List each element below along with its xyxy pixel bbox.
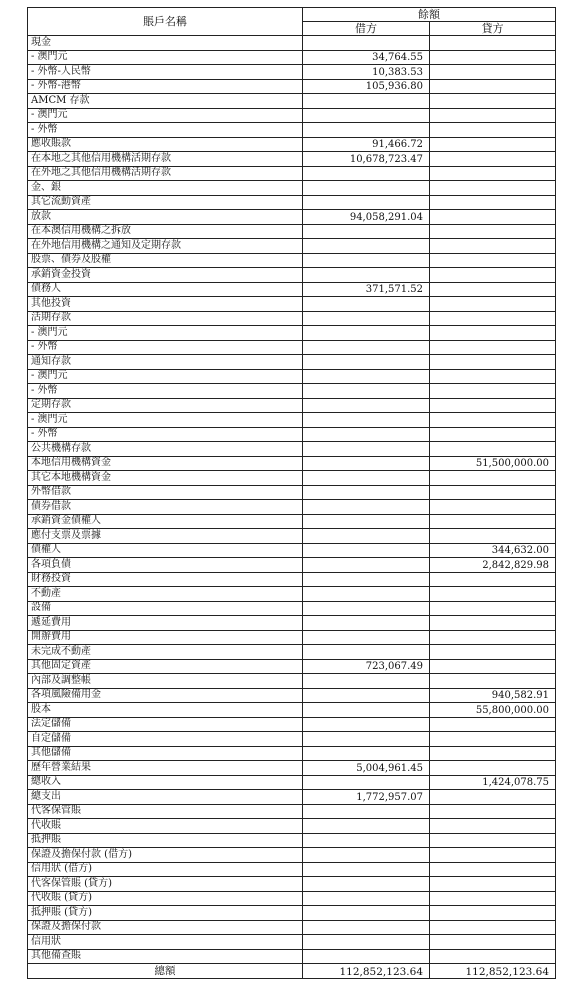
account-name-cell: - 澳門元 — [28, 108, 303, 123]
credit-cell — [430, 195, 556, 210]
debit-cell — [303, 456, 430, 471]
table-row — [28, 253, 556, 268]
table-row — [28, 572, 556, 587]
credit-cell — [430, 427, 556, 442]
debit-cell — [303, 935, 430, 950]
account-name-cell: 其他備查賬 — [28, 949, 303, 964]
table-row — [28, 326, 556, 341]
table-row — [28, 442, 556, 457]
account-name-cell: 本地信用機構資金 — [28, 456, 303, 471]
debit-cell — [303, 833, 430, 848]
debit-cell — [303, 471, 430, 486]
table-row — [28, 717, 556, 732]
account-name-cell: 代收賬 — [28, 819, 303, 834]
debit-cell: 105,936.80 — [303, 79, 430, 94]
debit-cell — [303, 616, 430, 631]
account-name-cell: 遞延費用 — [28, 616, 303, 631]
credit-cell — [430, 500, 556, 515]
credit-cell — [430, 529, 556, 544]
table-row — [28, 790, 556, 805]
credit-cell — [430, 398, 556, 413]
table-row — [28, 369, 556, 384]
total-row — [28, 964, 556, 979]
credit-cell: 55,800,000.00 — [430, 703, 556, 718]
table-row — [28, 166, 556, 181]
table-row — [28, 935, 556, 950]
account-name-cell: 通知存款 — [28, 355, 303, 370]
table-row — [28, 862, 556, 877]
table-row — [28, 297, 556, 312]
credit-cell — [430, 384, 556, 399]
debit-cell — [303, 717, 430, 732]
table-row — [28, 108, 556, 123]
account-name-header: 賬戶名稱 — [28, 8, 303, 36]
credit-cell — [430, 659, 556, 674]
account-name-cell: 總收入 — [28, 775, 303, 790]
credit-cell — [430, 355, 556, 370]
account-name-cell: 債務人 — [28, 282, 303, 297]
debit-cell — [303, 848, 430, 863]
credit-cell — [430, 137, 556, 152]
account-name-cell: 各項負債 — [28, 558, 303, 573]
table-row — [28, 427, 556, 442]
table-row — [28, 601, 556, 616]
account-name-cell: 信用狀 (借方) — [28, 862, 303, 877]
table-row — [28, 239, 556, 254]
credit-cell — [430, 485, 556, 500]
debit-cell — [303, 297, 430, 312]
debit-cell — [303, 239, 430, 254]
credit-header: 貸方 — [430, 22, 556, 36]
table-row — [28, 282, 556, 297]
credit-cell — [430, 36, 556, 51]
credit-cell — [430, 311, 556, 326]
table-row — [28, 891, 556, 906]
table-row — [28, 152, 556, 167]
table-row — [28, 775, 556, 790]
table-row — [28, 529, 556, 544]
table-row — [28, 210, 556, 225]
credit-cell — [430, 906, 556, 921]
total-debit: 112,852,123.64 — [303, 964, 430, 979]
debit-cell — [303, 427, 430, 442]
credit-cell — [430, 717, 556, 732]
debit-cell — [303, 413, 430, 428]
credit-cell — [430, 862, 556, 877]
debit-cell — [303, 732, 430, 747]
table-row — [28, 819, 556, 834]
credit-cell — [430, 369, 556, 384]
debit-cell — [303, 369, 430, 384]
table-row — [28, 630, 556, 645]
table-row — [28, 659, 556, 674]
credit-cell — [430, 253, 556, 268]
debit-cell — [303, 311, 430, 326]
account-name-cell: 承銷資金投資 — [28, 268, 303, 283]
table-row — [28, 50, 556, 65]
table-row — [28, 94, 556, 109]
credit-cell — [430, 761, 556, 776]
trial-balance-sheet — [27, 7, 555, 979]
account-name-cell: 承銷資金債權人 — [28, 514, 303, 529]
account-name-cell: 抵押賬 — [28, 833, 303, 848]
table-row — [28, 36, 556, 51]
debit-cell — [303, 398, 430, 413]
debit-cell — [303, 108, 430, 123]
account-name-cell: 保證及擔保付款 (借方) — [28, 848, 303, 863]
credit-cell: 51,500,000.00 — [430, 456, 556, 471]
account-name-cell: 其它本地機構資金 — [28, 471, 303, 486]
credit-cell — [430, 442, 556, 457]
credit-cell — [430, 601, 556, 616]
account-name-cell: - 外幣 — [28, 340, 303, 355]
debit-cell — [303, 340, 430, 355]
credit-cell: 940,582.91 — [430, 688, 556, 703]
debit-cell — [303, 355, 430, 370]
debit-cell — [303, 543, 430, 558]
account-name-cell: 在本地之其他信用機構活期存款 — [28, 152, 303, 167]
credit-cell — [430, 65, 556, 80]
account-name-cell: - 澳門元 — [28, 50, 303, 65]
debit-cell — [303, 195, 430, 210]
credit-cell — [430, 123, 556, 138]
debit-cell — [303, 949, 430, 964]
account-name-cell: 抵押賬 (貸方) — [28, 906, 303, 921]
debit-cell — [303, 862, 430, 877]
table-row — [28, 833, 556, 848]
credit-cell — [430, 224, 556, 239]
credit-cell — [430, 94, 556, 109]
debit-cell — [303, 384, 430, 399]
account-name-cell: 在外地信用機構之通知及定期存款 — [28, 239, 303, 254]
debit-cell: 91,466.72 — [303, 137, 430, 152]
table-row — [28, 587, 556, 602]
credit-cell — [430, 790, 556, 805]
credit-cell — [430, 514, 556, 529]
account-name-cell: 開辦費用 — [28, 630, 303, 645]
account-name-cell: AMCM 存款 — [28, 94, 303, 109]
credit-cell — [430, 572, 556, 587]
debit-cell — [303, 630, 430, 645]
table-row — [28, 79, 556, 94]
table-row — [28, 949, 556, 964]
table-row — [28, 703, 556, 718]
table-row — [28, 848, 556, 863]
account-name-cell: 代客保管賬 (貸方) — [28, 877, 303, 892]
credit-cell — [430, 50, 556, 65]
table-row — [28, 500, 556, 515]
credit-cell — [430, 674, 556, 689]
credit-cell — [430, 848, 556, 863]
account-name-cell: - 外幣 — [28, 427, 303, 442]
debit-cell — [303, 253, 430, 268]
account-name-cell: 其他固定資產 — [28, 659, 303, 674]
debit-cell — [303, 558, 430, 573]
table-row — [28, 137, 556, 152]
account-name-cell: - 外幣-港幣 — [28, 79, 303, 94]
account-name-cell: - 澳門元 — [28, 369, 303, 384]
table-row — [28, 340, 556, 355]
debit-cell — [303, 181, 430, 196]
debit-cell — [303, 819, 430, 834]
table-row — [28, 355, 556, 370]
credit-cell — [430, 804, 556, 819]
account-name-cell: 自定儲備 — [28, 732, 303, 747]
table-row — [28, 732, 556, 747]
credit-cell — [430, 282, 556, 297]
debit-cell — [303, 804, 430, 819]
debit-cell — [303, 920, 430, 935]
credit-cell — [430, 108, 556, 123]
table-row — [28, 674, 556, 689]
credit-cell — [430, 616, 556, 631]
account-name-cell: 在本澳信用機構之拆放 — [28, 224, 303, 239]
debit-cell — [303, 645, 430, 660]
credit-cell — [430, 920, 556, 935]
account-name-cell: 未完成不動產 — [28, 645, 303, 660]
account-name-cell: 活期存款 — [28, 311, 303, 326]
trial-balance-table — [27, 7, 556, 979]
table-row — [28, 123, 556, 138]
debit-cell: 371,571.52 — [303, 282, 430, 297]
account-name-cell: 財務投資 — [28, 572, 303, 587]
credit-cell — [430, 181, 556, 196]
table-row — [28, 195, 556, 210]
total-credit: 112,852,123.64 — [430, 964, 556, 979]
account-name-cell: 股票、債券及股權 — [28, 253, 303, 268]
debit-cell: 10,678,723.47 — [303, 152, 430, 167]
balance-header: 餘額 — [303, 8, 556, 22]
credit-cell: 2,842,829.98 — [430, 558, 556, 573]
account-name-cell: - 外幣 — [28, 123, 303, 138]
credit-cell — [430, 935, 556, 950]
table-row — [28, 456, 556, 471]
table-row — [28, 558, 556, 573]
table-row — [28, 746, 556, 761]
credit-cell — [430, 949, 556, 964]
credit-cell — [430, 471, 556, 486]
account-name-cell: 歷年營業結果 — [28, 761, 303, 776]
credit-cell — [430, 645, 556, 660]
account-name-cell: 公共機構存款 — [28, 442, 303, 457]
account-name-cell: 代客保管賬 — [28, 804, 303, 819]
debit-cell — [303, 123, 430, 138]
account-name-cell: - 外幣 — [28, 384, 303, 399]
table-row — [28, 471, 556, 486]
debit-cell — [303, 485, 430, 500]
credit-cell: 1,424,078.75 — [430, 775, 556, 790]
account-name-cell: 定期存款 — [28, 398, 303, 413]
table-row — [28, 761, 556, 776]
credit-cell — [430, 891, 556, 906]
table-row — [28, 384, 556, 399]
debit-cell — [303, 36, 430, 51]
debit-cell — [303, 601, 430, 616]
account-name-cell: 股本 — [28, 703, 303, 718]
debit-cell — [303, 268, 430, 283]
debit-cell — [303, 746, 430, 761]
debit-cell — [303, 94, 430, 109]
debit-cell: 10,383.53 — [303, 65, 430, 80]
account-name-cell: 保證及擔保付款 — [28, 920, 303, 935]
debit-cell — [303, 529, 430, 544]
account-name-cell: 現金 — [28, 36, 303, 51]
account-name-cell: 外幣借款 — [28, 485, 303, 500]
credit-cell — [430, 152, 556, 167]
table-row — [28, 514, 556, 529]
table-row — [28, 398, 556, 413]
table-row — [28, 906, 556, 921]
debit-cell: 1,772,957.07 — [303, 790, 430, 805]
credit-cell — [430, 630, 556, 645]
account-name-cell: 設備 — [28, 601, 303, 616]
debit-cell: 5,004,961.45 — [303, 761, 430, 776]
debit-cell — [303, 514, 430, 529]
debit-cell — [303, 326, 430, 341]
credit-cell — [430, 413, 556, 428]
debit-cell — [303, 877, 430, 892]
credit-cell — [430, 833, 556, 848]
debit-header: 借方 — [303, 22, 430, 36]
debit-cell — [303, 224, 430, 239]
debit-cell — [303, 166, 430, 181]
table-row — [28, 543, 556, 558]
table-row — [28, 877, 556, 892]
table-row — [28, 65, 556, 80]
account-name-cell: - 澳門元 — [28, 413, 303, 428]
debit-cell — [303, 674, 430, 689]
account-name-cell: 其他投資 — [28, 297, 303, 312]
table-row — [28, 224, 556, 239]
account-name-cell: 應收賬款 — [28, 137, 303, 152]
credit-cell — [430, 79, 556, 94]
debit-cell — [303, 891, 430, 906]
account-name-cell: 內部及調整帳 — [28, 674, 303, 689]
table-header — [28, 8, 556, 36]
table-row — [28, 804, 556, 819]
credit-cell — [430, 587, 556, 602]
credit-cell — [430, 166, 556, 181]
credit-cell: 344,632.00 — [430, 543, 556, 558]
account-name-cell: 金、銀 — [28, 181, 303, 196]
account-name-cell: 信用狀 — [28, 935, 303, 950]
total-label: 總額 — [28, 964, 303, 979]
debit-cell: 94,058,291.04 — [303, 210, 430, 225]
table-row — [28, 485, 556, 500]
account-name-cell: 應付支票及票據 — [28, 529, 303, 544]
debit-cell: 34,764.55 — [303, 50, 430, 65]
credit-cell — [430, 326, 556, 341]
table-row — [28, 311, 556, 326]
credit-cell — [430, 877, 556, 892]
account-name-cell: 各項風險備用金 — [28, 688, 303, 703]
account-name-cell: 總支出 — [28, 790, 303, 805]
credit-cell — [430, 239, 556, 254]
table-row — [28, 181, 556, 196]
account-name-cell: 債權人 — [28, 543, 303, 558]
debit-cell: 723,067.49 — [303, 659, 430, 674]
account-name-cell: 代收賬 (貸方) — [28, 891, 303, 906]
account-name-cell: 不動產 — [28, 587, 303, 602]
credit-cell — [430, 210, 556, 225]
debit-cell — [303, 775, 430, 790]
account-name-cell: - 外幣-人民幣 — [28, 65, 303, 80]
table-row — [28, 645, 556, 660]
table-row — [28, 413, 556, 428]
table-row — [28, 268, 556, 283]
account-name-cell: 債券借款 — [28, 500, 303, 515]
debit-cell — [303, 587, 430, 602]
debit-cell — [303, 572, 430, 587]
credit-cell — [430, 746, 556, 761]
account-name-cell: 在外地之其他信用機構活期存款 — [28, 166, 303, 181]
account-name-cell: 其他儲備 — [28, 746, 303, 761]
debit-cell — [303, 688, 430, 703]
account-name-cell: 法定儲備 — [28, 717, 303, 732]
credit-cell — [430, 340, 556, 355]
debit-cell — [303, 442, 430, 457]
debit-cell — [303, 703, 430, 718]
account-name-cell: 其它流動資產 — [28, 195, 303, 210]
table-row — [28, 616, 556, 631]
credit-cell — [430, 732, 556, 747]
account-rows — [28, 36, 556, 964]
credit-cell — [430, 268, 556, 283]
debit-cell — [303, 906, 430, 921]
account-name-cell: 放款 — [28, 210, 303, 225]
table-row — [28, 688, 556, 703]
account-name-cell: - 澳門元 — [28, 326, 303, 341]
debit-cell — [303, 500, 430, 515]
credit-cell — [430, 819, 556, 834]
credit-cell — [430, 297, 556, 312]
table-row — [28, 920, 556, 935]
